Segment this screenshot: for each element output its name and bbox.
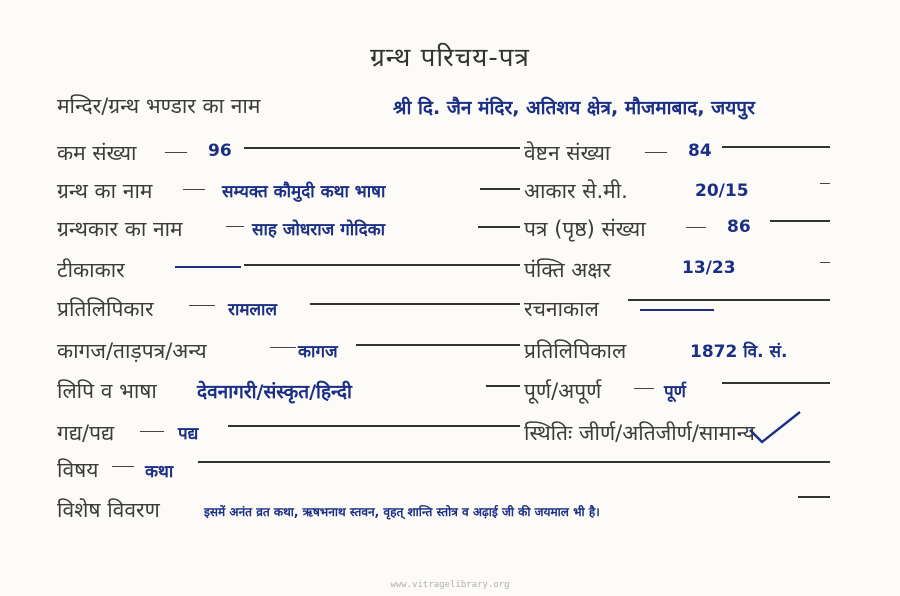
granthkar-line <box>478 226 520 228</box>
checkmark-icon <box>744 408 804 448</box>
lipi-value: देवनागरी/संस्कृत/हिन्दी <box>197 381 352 403</box>
tikakar-ink-line <box>175 266 241 268</box>
aakar-value: 20/15 <box>695 181 749 201</box>
kram-dash <box>165 152 187 153</box>
vishay-dash <box>112 466 134 467</box>
vishay-line <box>198 461 830 463</box>
granthkar-dash <box>226 226 244 227</box>
kram-label: कम संख्या <box>57 141 137 165</box>
pratilipikar-value: रामलाल <box>228 300 277 320</box>
kram-line <box>244 147 520 149</box>
vishesh-line <box>798 496 830 498</box>
tikakar-line <box>244 264 520 266</box>
aakar-label: आकार से.मी. <box>524 179 628 203</box>
gadya-dash <box>140 431 164 432</box>
kagaj-line <box>356 344 520 346</box>
kagaj-dash <box>270 347 296 348</box>
patra-line <box>770 220 830 222</box>
veshtan-value: 84 <box>688 141 712 161</box>
granthkar-value: साह जोधराज गोदिका <box>252 220 386 240</box>
pankti-dash <box>820 262 830 263</box>
patra-label: पत्र (पृष्ठ) संख्या <box>524 217 646 241</box>
granth-naam-dash <box>183 189 205 190</box>
bhandar-value: श्री दि. जैन मंदिर, अतिशय क्षेत्र, मौजमाबाद, जयपुर <box>393 97 755 119</box>
granthkar-label: ग्रन्थकार का नाम <box>57 217 183 241</box>
lipi-line <box>486 385 520 387</box>
aakar-dash <box>820 183 830 184</box>
pratilipikar-dash <box>189 305 215 306</box>
gadya-line <box>228 425 520 427</box>
kagaj-value: कागज <box>298 342 338 362</box>
rachnakal-label: रचनाकाल <box>524 297 599 321</box>
purna-line <box>722 382 830 384</box>
veshtan-dash <box>645 152 667 153</box>
rachnakal-line <box>628 299 830 301</box>
purna-label: पूर्ण/अपूर्ण <box>524 379 602 403</box>
granth-naam-line <box>480 188 520 190</box>
pratilipikal-label: प्रतिलिपिकाल <box>524 339 627 363</box>
pratilipikar-label: प्रतिलिपिकार <box>57 297 154 321</box>
pankti-value: 13/23 <box>682 258 736 278</box>
purna-dash <box>634 388 654 389</box>
pratilipikal-value: 1872 वि. सं. <box>690 342 788 362</box>
kagaj-label: कागज/ताड़पत्र/अन्य <box>57 339 207 363</box>
tikakar-label: टीकाकार <box>57 258 125 282</box>
lipi-label: लिपि व भाषा <box>57 379 157 403</box>
sthiti-label: स्थितिः जीर्ण/अतिजीर्ण/सामान्य <box>524 421 755 445</box>
rachnakal-ink-line <box>640 309 714 311</box>
granth-naam-value: सम्यक्त कौमुदी कथा भाषा <box>222 182 386 202</box>
gadya-label: गद्य/पद्य <box>57 421 115 445</box>
kram-value: 96 <box>208 141 232 161</box>
vishay-label: विषय <box>57 458 99 482</box>
watermark: www.vitragelibrary.org <box>390 580 510 590</box>
vishay-value: कथा <box>145 462 174 482</box>
bhandar-label: मन्दिर/ग्रन्थ भण्डार का नाम <box>57 94 261 118</box>
veshtan-label: वेष्टन संख्या <box>524 141 611 165</box>
pankti-label: पंक्ति अक्षर <box>524 258 611 282</box>
pratilipikar-line <box>310 303 520 305</box>
gadya-value: पद्य <box>178 424 199 444</box>
patra-value: 86 <box>727 217 751 237</box>
card-title: ग्रन्थ परिचय-पत्र <box>370 43 530 73</box>
vishesh-label: विशेष विवरण <box>57 498 160 522</box>
vishesh-value: इसमें अनंत व्रत कथा, ऋषभनाथ स्तवन, वृहत् शान्ति स्तोत्र व अढ़ाई जी की जयमाल भी है। <box>204 505 600 519</box>
granth-naam-label: ग्रन्थ का नाम <box>57 179 153 203</box>
patra-dash <box>686 227 706 228</box>
purna-value: पूर्ण <box>664 382 686 402</box>
veshtan-line <box>722 146 830 148</box>
